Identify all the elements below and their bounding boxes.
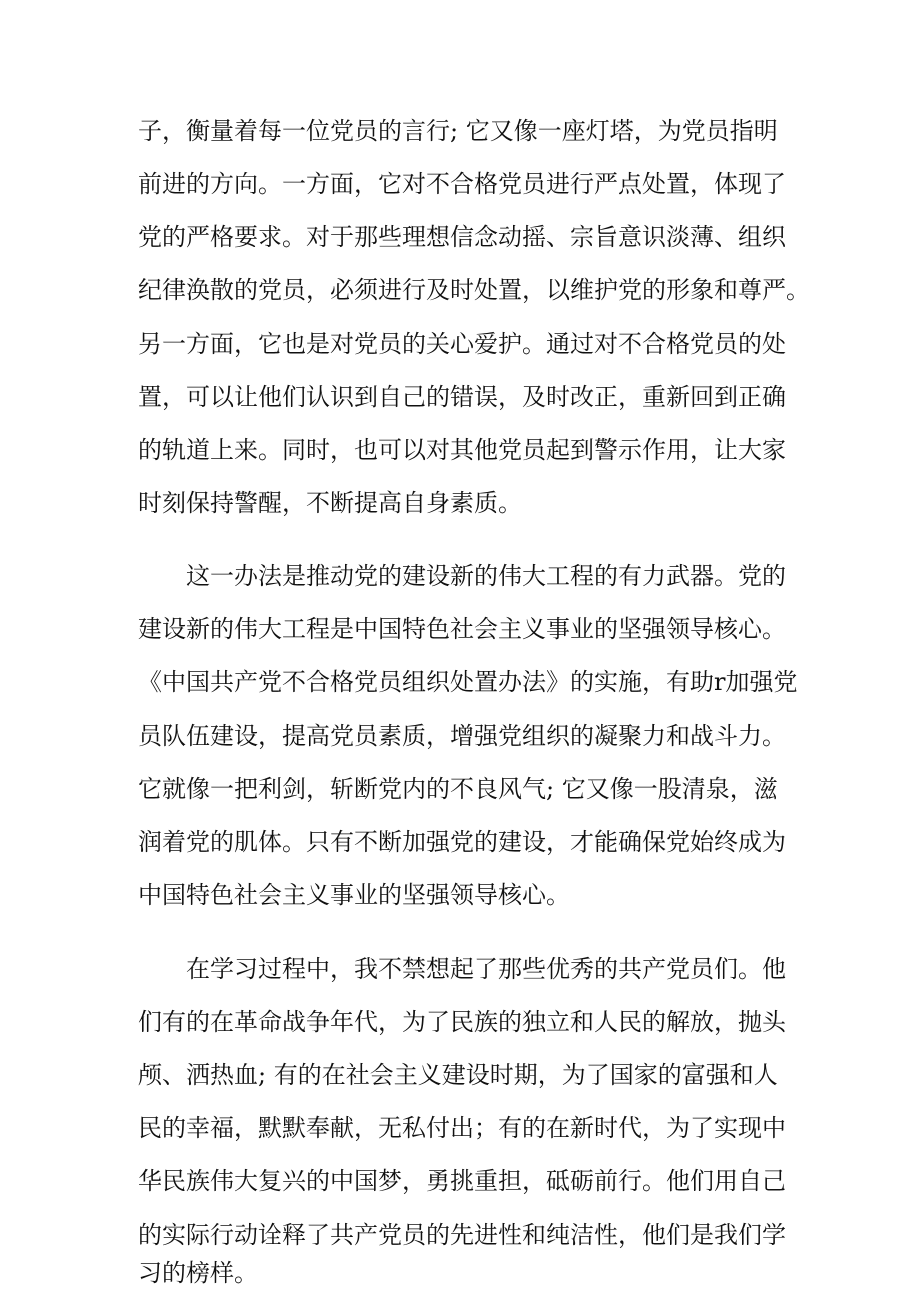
text-line: 中国特色社会主义事业的坚强领导核心。 (138, 881, 570, 909)
text-line: 时刻保持警醒，不断提高自身素质。 (138, 489, 522, 517)
text-line: 党的严格要求。对于那些理想信念动摇、宗旨意识淡薄、组织 (138, 223, 786, 251)
text-line: 另一方面，它也是对党员的关心爱护。通过对不合格党员的处 (138, 330, 786, 358)
text-line: 置，可以让他们认识到自己的错误，及时改正，重新回到正确 (138, 383, 786, 411)
text-line: 民的幸福，默默奉献，无私付出；有的在新时代，为了实现中 (138, 1114, 786, 1142)
text-line: 的实际行动诠释了共产党员的先进性和纯洁性，他们是我们学 (138, 1221, 786, 1249)
text-line: 的轨道上来。同时，也可以对其他党员起到警示作用，让大家 (138, 436, 786, 464)
text-line: 习的榜样。 (138, 1259, 258, 1287)
text-line: 建设新的伟大工程是中国特色社会主义事业的坚强领导核心。 (138, 615, 786, 643)
text-line: 润着党的肌体。只有不断加强党的建设，才能确保党始终成为 (138, 828, 786, 856)
text-line: 它就像一把利剑，斩断党内的不良风气; 它又像一股清泉，滋 (138, 775, 778, 803)
text-line: 员队伍建设，提高党员素质，增强党组织的凝聚力和战斗力。 (138, 722, 786, 750)
text-line: 这一办法是推动党的建设新的伟大工程的有力武器。党的 (186, 562, 786, 590)
text-line: 华民族伟大复兴的中国梦，勇挑重担，砥砺前行。他们用自己 (138, 1167, 786, 1195)
text-line: 在学习过程中，我不禁想起了那些优秀的共产党员们。他 (186, 955, 786, 983)
text-line: 子，衡量着每一位党员的言行; 它又像一座灯塔，为党员指明 (138, 117, 778, 145)
text-line: 前进的方向。一方面，它对不合格党员进行严点处置，体现了 (138, 170, 786, 198)
text-line: 纪律涣散的党员，必须进行及时处置，以维护党的形象和尊严。 (138, 276, 810, 304)
text-line: 颅、洒热血; 有的在社会主义建设时期，为了国家的富强和人 (138, 1061, 778, 1089)
text-line: 们有的在革命战争年代，为了民族的独立和人民的解放，抛头 (138, 1008, 786, 1036)
text-line: 《中国共产党不合格党员组织处置办法》的实施，有助r加强党 (138, 668, 798, 696)
